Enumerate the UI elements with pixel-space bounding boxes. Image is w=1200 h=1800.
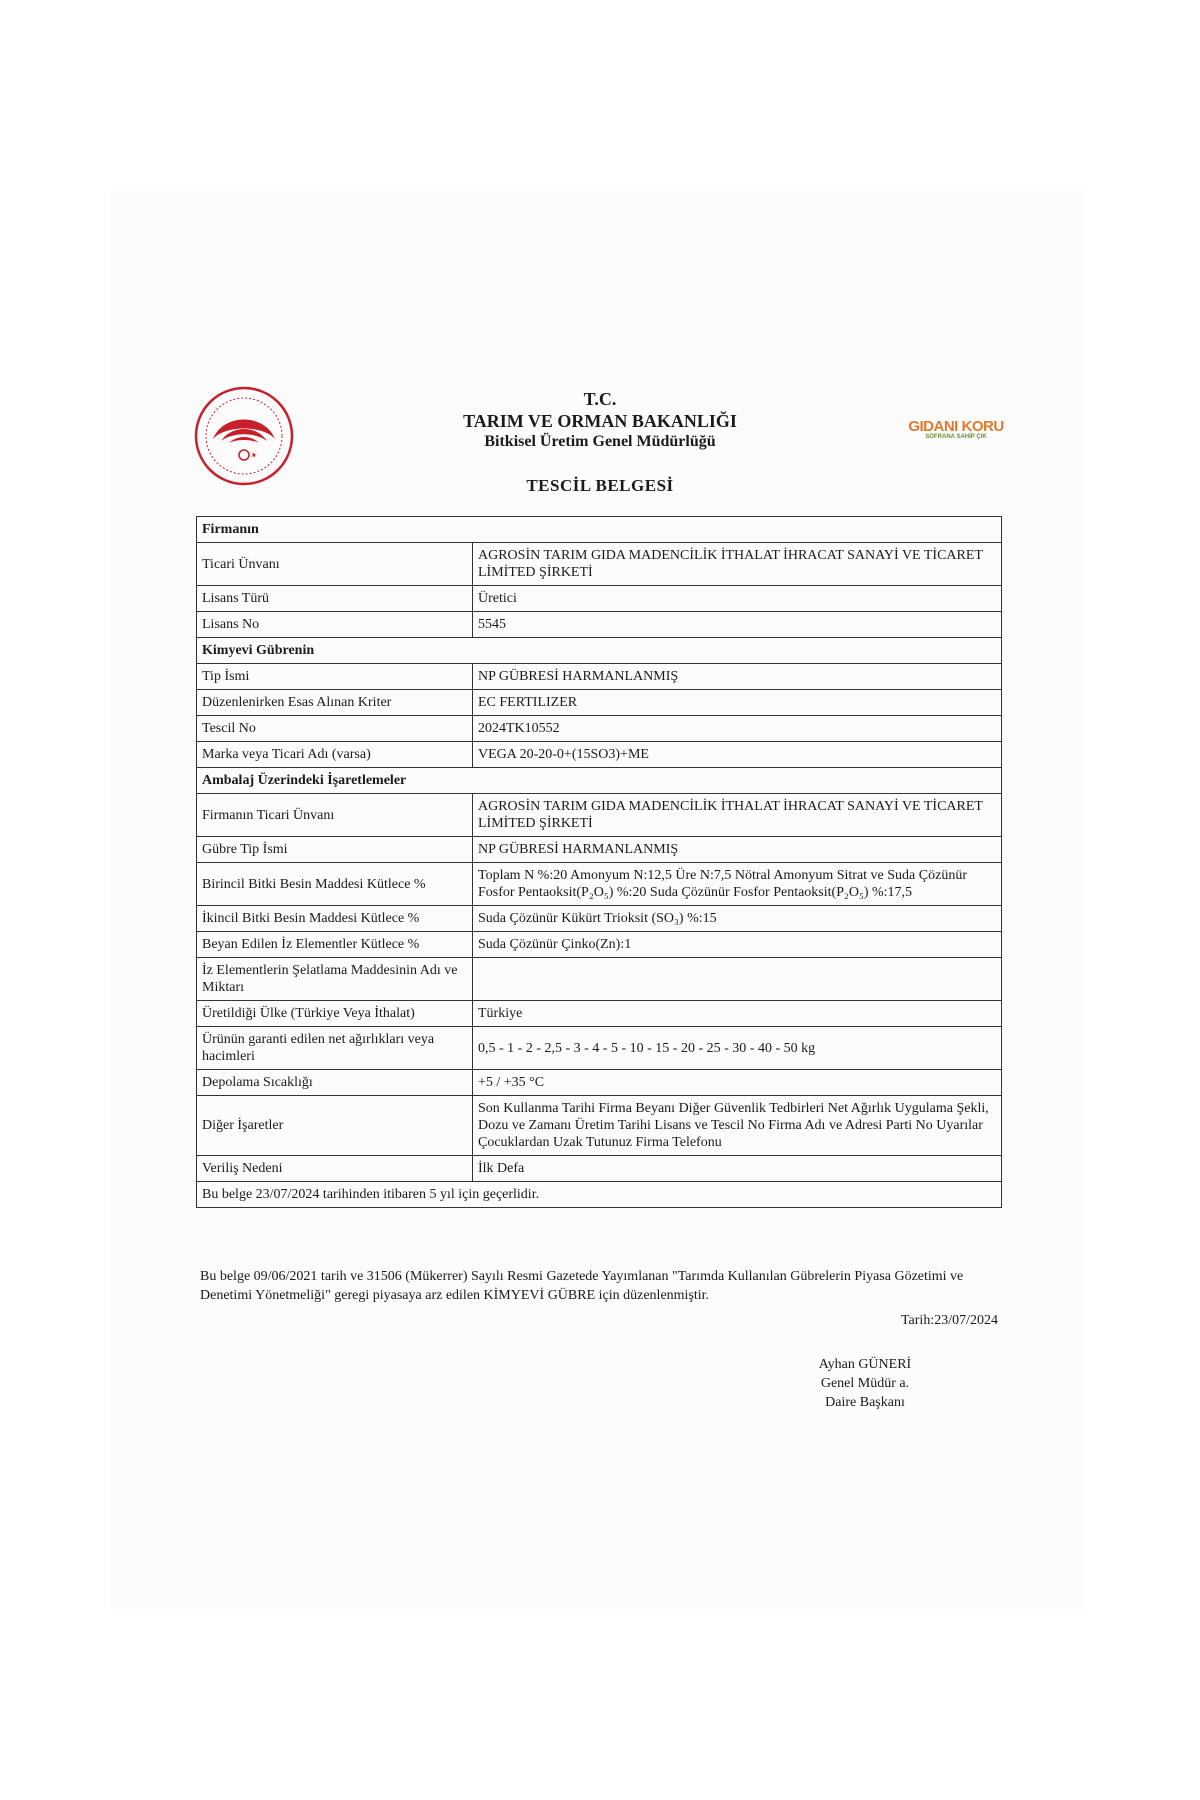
document-header bbox=[400, 388, 800, 452]
field-value: 5545 bbox=[473, 612, 1002, 638]
signatory-title-1: Genel Müdür a. bbox=[820, 1376, 910, 1391]
table-row bbox=[197, 932, 1002, 958]
field-value: +5 / +35 °C bbox=[473, 1070, 1002, 1096]
field-label: Üretildiği Ülke (Türkiye Veya İthalat) bbox=[197, 1001, 473, 1027]
issue-date: Tarih:23/07/2024 bbox=[900, 1313, 998, 1328]
field-value: Suda Çözünür Kükürt Trioksit (SO₃) %:15 bbox=[473, 906, 1002, 932]
brand-tagline: SOFRANA SAHİP ÇIK bbox=[925, 434, 987, 440]
table-row bbox=[197, 1070, 1002, 1096]
gidani-koru-logo bbox=[906, 418, 1006, 440]
field-label: Depolama Sıcaklığı bbox=[197, 1070, 473, 1096]
table-row bbox=[197, 1027, 1002, 1070]
signatory-name: Ayhan GÜNERİ bbox=[818, 1357, 912, 1372]
section-heading: Firmanın bbox=[197, 517, 1002, 543]
field-label: Ticari Ünvanı bbox=[197, 543, 473, 586]
section-row bbox=[197, 638, 1002, 664]
table-row bbox=[197, 742, 1002, 768]
header-line-1: T.C. bbox=[583, 389, 617, 409]
field-value: 0,5 - 1 - 2 - 2,5 - 3 - 4 - 5 - 10 - 15 - 20 - 25 - 30 - 40 - 50 kg bbox=[473, 1027, 1002, 1070]
field-label: Lisans Türü bbox=[197, 586, 473, 612]
field-value: 2024TK10552 bbox=[473, 716, 1002, 742]
field-value: Suda Çözünür Çinko(Zn):1 bbox=[473, 932, 1002, 958]
field-label: Beyan Edilen İz Elementler Kütlece % bbox=[197, 932, 473, 958]
section-heading: Kimyevi Gübrenin bbox=[197, 638, 1002, 664]
table-row bbox=[197, 863, 1002, 906]
field-label: Marka veya Ticari Adı (varsa) bbox=[197, 742, 473, 768]
field-value: NP GÜBRESİ HARMANLANMIŞ bbox=[473, 664, 1002, 690]
table-row bbox=[197, 794, 1002, 837]
header-line-2: TARIM VE ORMAN BAKANLIĞI bbox=[463, 411, 737, 431]
field-label: Birincil Bitki Besin Maddesi Kütlece % bbox=[197, 863, 473, 906]
field-label: İkincil Bitki Besin Maddesi Kütlece % bbox=[197, 906, 473, 932]
field-value bbox=[473, 958, 1002, 1001]
table-row bbox=[197, 958, 1002, 1001]
section-heading: Ambalaj Üzerindeki İşaretlemeler bbox=[197, 768, 1002, 794]
table-row bbox=[197, 906, 1002, 932]
table-row bbox=[197, 690, 1002, 716]
signatory-title-2: Daire Başkanı bbox=[825, 1395, 905, 1410]
table-row bbox=[197, 1156, 1002, 1182]
field-value: AGROSİN TARIM GIDA MADENCİLİK İTHALAT İHRACAT SANAYİ VE TİCARET LİMİTED ŞİRKETİ bbox=[473, 794, 1002, 837]
field-value: NP GÜBRESİ HARMANLANMIŞ bbox=[473, 837, 1002, 863]
field-label: Gübre Tip İsmi bbox=[197, 837, 473, 863]
document-title: TESCİL BELGESİ bbox=[526, 476, 674, 495]
field-label: Düzenlenirken Esas Alınan Kriter bbox=[197, 690, 473, 716]
field-label: Ürünün garanti edilen net ağırlıkları veya hacimleri bbox=[197, 1027, 473, 1070]
field-label: Firmanın Ticari Ünvanı bbox=[197, 794, 473, 837]
section-row bbox=[197, 768, 1002, 794]
field-label: İz Elementlerin Şelatlama Maddesinin Adı ve Miktarı bbox=[197, 958, 473, 1001]
validity-text: Bu belge 23/07/2024 tarihinden itibaren 5 yıl için geçerlidir. bbox=[197, 1182, 1002, 1208]
field-label: Tip İsmi bbox=[197, 664, 473, 690]
table-row bbox=[197, 1096, 1002, 1156]
table-row bbox=[197, 1001, 1002, 1027]
table-row bbox=[197, 716, 1002, 742]
header-line-3: Bitkisel Üretim Genel Müdürlüğü bbox=[484, 433, 716, 450]
field-label: Lisans No bbox=[197, 612, 473, 638]
validity-row bbox=[197, 1182, 1002, 1208]
field-label: Diğer İşaretler bbox=[197, 1096, 473, 1156]
field-value: Türkiye bbox=[473, 1001, 1002, 1027]
field-label: Tescil No bbox=[197, 716, 473, 742]
brand-name: GIDANI KORU bbox=[908, 418, 1004, 435]
table-row bbox=[197, 837, 1002, 863]
table-row bbox=[197, 612, 1002, 638]
field-value: İlk Defa bbox=[473, 1156, 1002, 1182]
field-value: VEGA 20-20-0+(15SO3)+ME bbox=[473, 742, 1002, 768]
registration-table bbox=[196, 516, 1002, 1208]
ministry-seal-icon bbox=[193, 385, 295, 487]
field-value: Toplam N %:20 Amonyum N:12,5 Üre N:7,5 Nötral Amonyum Sitrat ve Suda Çözünür Fosfor Pentaoksit(P₂O₅) %:20 Suda Çözünür Fosfor Pentaoksit(P₂O₅) %:17,5 bbox=[473, 863, 1002, 906]
field-value: Son Kullanma Tarihi Firma Beyanı Diğer Güvenlik Tedbirleri Net Ağırlık Uygulama Şekli, Dozu ve Zamanı Üretim Tarihi Lisans ve Tescil No Firma Adı ve Adresi Parti No Uyarılar Çocuklardan Uzak Tutunuz Firma Telefonu bbox=[473, 1096, 1002, 1156]
table-row bbox=[197, 586, 1002, 612]
regulation-notice: Bu belge 09/06/2021 tarih ve 31506 (Mükerrer) Sayılı Resmi Gazetede Yayımlanan "Tarımda Kullanılan Gübrelerin Piyasa Gözetimi ve Denetimi Yönetmeliği" geregi piyasaya arz edilen KİMYEVİ GÜBRE için düzenlenmiştir. bbox=[200, 1269, 964, 1303]
table-row bbox=[197, 664, 1002, 690]
field-value: Üretici bbox=[473, 586, 1002, 612]
signature-block bbox=[790, 1355, 940, 1412]
field-value: AGROSİN TARIM GIDA MADENCİLİK İTHALAT İHRACAT SANAYİ VE TİCARET LİMİTED ŞİRKETİ bbox=[473, 543, 1002, 586]
field-label: Veriliş Nedeni bbox=[197, 1156, 473, 1182]
section-row bbox=[197, 517, 1002, 543]
field-value: EC FERTILIZER bbox=[473, 690, 1002, 716]
table-row bbox=[197, 543, 1002, 586]
